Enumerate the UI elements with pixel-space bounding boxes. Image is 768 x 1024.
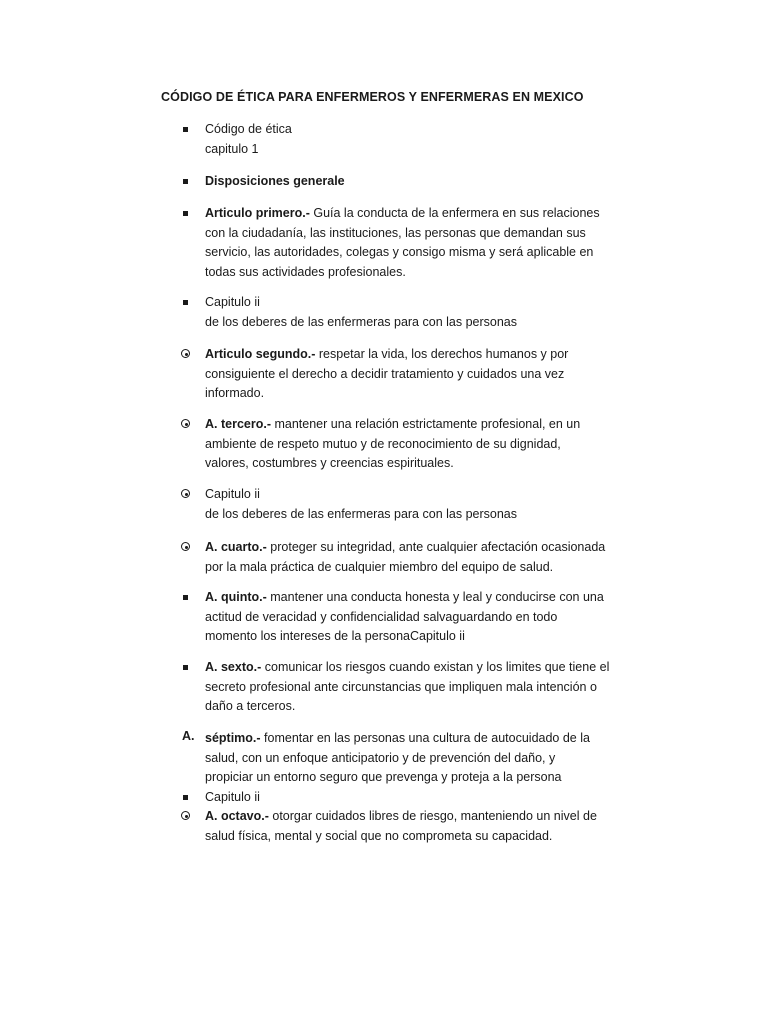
list-item (161, 345, 621, 404)
item-line: de los deberes de las enfermeras para con las personas (205, 506, 517, 521)
item-line: séptimo.- fomentar en las personas una cultura de autocuidado de la (205, 731, 590, 745)
circle-bullet-icon (161, 415, 201, 435)
list-item (161, 172, 621, 192)
list-item (161, 729, 621, 788)
item-line: con la ciudadanía, las instituciones, las personas que demandan sus (205, 225, 586, 240)
item-line: daño a terceros. (205, 699, 296, 714)
square-bullet-icon (161, 588, 201, 608)
item-heading: A. sexto.- (205, 660, 262, 674)
item-text (205, 120, 615, 159)
item-line: Capitulo ii (205, 790, 260, 804)
list-item (161, 415, 621, 474)
item-text (205, 807, 615, 846)
item-text (205, 415, 615, 474)
document-title: CÓDIGO DE ÉTICA PARA ENFERMEROS Y ENFERMERAS EN MEXICO (161, 90, 584, 104)
item-line: A. sexto.- comunicar los riesgos cuando existan y los limites que tiene el (205, 660, 610, 674)
item-line: salud física, mental y social que no comprometa su capacidad. (205, 828, 553, 843)
circle-bullet-icon (161, 807, 201, 827)
item-line: Código de ética (205, 122, 292, 136)
item-line: A. quinto.- mantener una conducta honesta y leal y conducirse con una (205, 590, 604, 604)
item-line: valores, costumbres y creencias espirituales. (205, 456, 454, 471)
item-text (205, 588, 615, 647)
item-line: todas sus actividades profesionales. (205, 265, 406, 280)
list-item (161, 788, 621, 808)
item-line: momento los intereses de la personaCapitulo ii (205, 629, 465, 644)
item-line: actitud de veracidad y confidencialidad salvaguardando en todo (205, 609, 558, 624)
item-line: servicio, las autoridades, colegas y consigo misma y será aplicable en (205, 245, 594, 260)
item-line: informado. (205, 386, 265, 401)
item-text (205, 485, 615, 524)
item-line: ambiente de respeto mutuo y de reconocimiento de su dignidad, (205, 436, 561, 451)
square-bullet-icon (161, 293, 201, 313)
item-line: Capitulo ii (205, 487, 260, 501)
item-text (205, 538, 615, 577)
item-line: Articulo primero.- Guía la conducta de la enfermera en sus relaciones (205, 206, 600, 220)
item-heading: Disposiciones generale (205, 174, 345, 188)
item-heading: A. octavo.- (205, 809, 269, 823)
item-text (205, 658, 615, 717)
item-text (205, 345, 615, 404)
square-bullet-icon (161, 172, 201, 192)
list-item (161, 538, 621, 577)
item-line: A. cuarto.- proteger su integridad, ante cualquier afectación ocasionada (205, 540, 606, 554)
square-bullet-icon (161, 120, 201, 140)
item-text (205, 788, 615, 808)
item-text (205, 172, 615, 192)
item-text (205, 729, 615, 788)
item-heading: A. tercero.- (205, 417, 271, 431)
item-text (205, 204, 615, 283)
item-heading: A. quinto.- (205, 590, 267, 604)
item-heading: Articulo segundo.- (205, 347, 316, 361)
item-line: salud, con un enfoque anticipatorio y de prevención del daño, y (205, 750, 556, 765)
square-bullet-icon (161, 658, 201, 678)
item-line: Articulo segundo.- respetar la vida, los derechos humanos y por (205, 347, 569, 361)
item-line: por la mala práctica de cualquier miembro del equipo de salud. (205, 559, 554, 574)
item-line: Capitulo ii (205, 295, 260, 309)
square-bullet-icon (161, 788, 201, 808)
square-bullet-icon (161, 204, 201, 224)
list-item (161, 120, 621, 159)
item-line: de los deberes de las enfermeras para con las personas (205, 314, 517, 329)
letter-marker: A. (182, 729, 195, 743)
item-line: propiciar un entorno seguro que prevenga y proteja a la persona (205, 770, 562, 785)
item-line: A. octavo.- otorgar cuidados libres de riesgo, manteniendo un nivel de (205, 809, 597, 823)
list-item (161, 807, 621, 846)
item-line (205, 172, 615, 192)
item-line: secreto profesional ante circunstancias que impliquen mala intención o (205, 679, 597, 694)
circle-bullet-icon (161, 345, 201, 365)
item-heading: A. cuarto.- (205, 540, 267, 554)
list-item (161, 204, 621, 283)
circle-bullet-icon (161, 538, 201, 558)
item-line: consiguiente el derecho a decidir tratamiento y cuidados una vez (205, 366, 565, 381)
item-heading: Articulo primero.- (205, 206, 310, 220)
list-item (161, 485, 621, 524)
list-item (161, 588, 621, 647)
item-text (205, 293, 615, 332)
circle-bullet-icon (161, 485, 201, 505)
item-line: A. tercero.- mantener una relación estrictamente profesional, en un (205, 417, 581, 431)
list-item (161, 293, 621, 332)
list-item (161, 658, 621, 717)
item-heading: séptimo.- (205, 731, 261, 745)
item-line: capitulo 1 (205, 141, 259, 156)
